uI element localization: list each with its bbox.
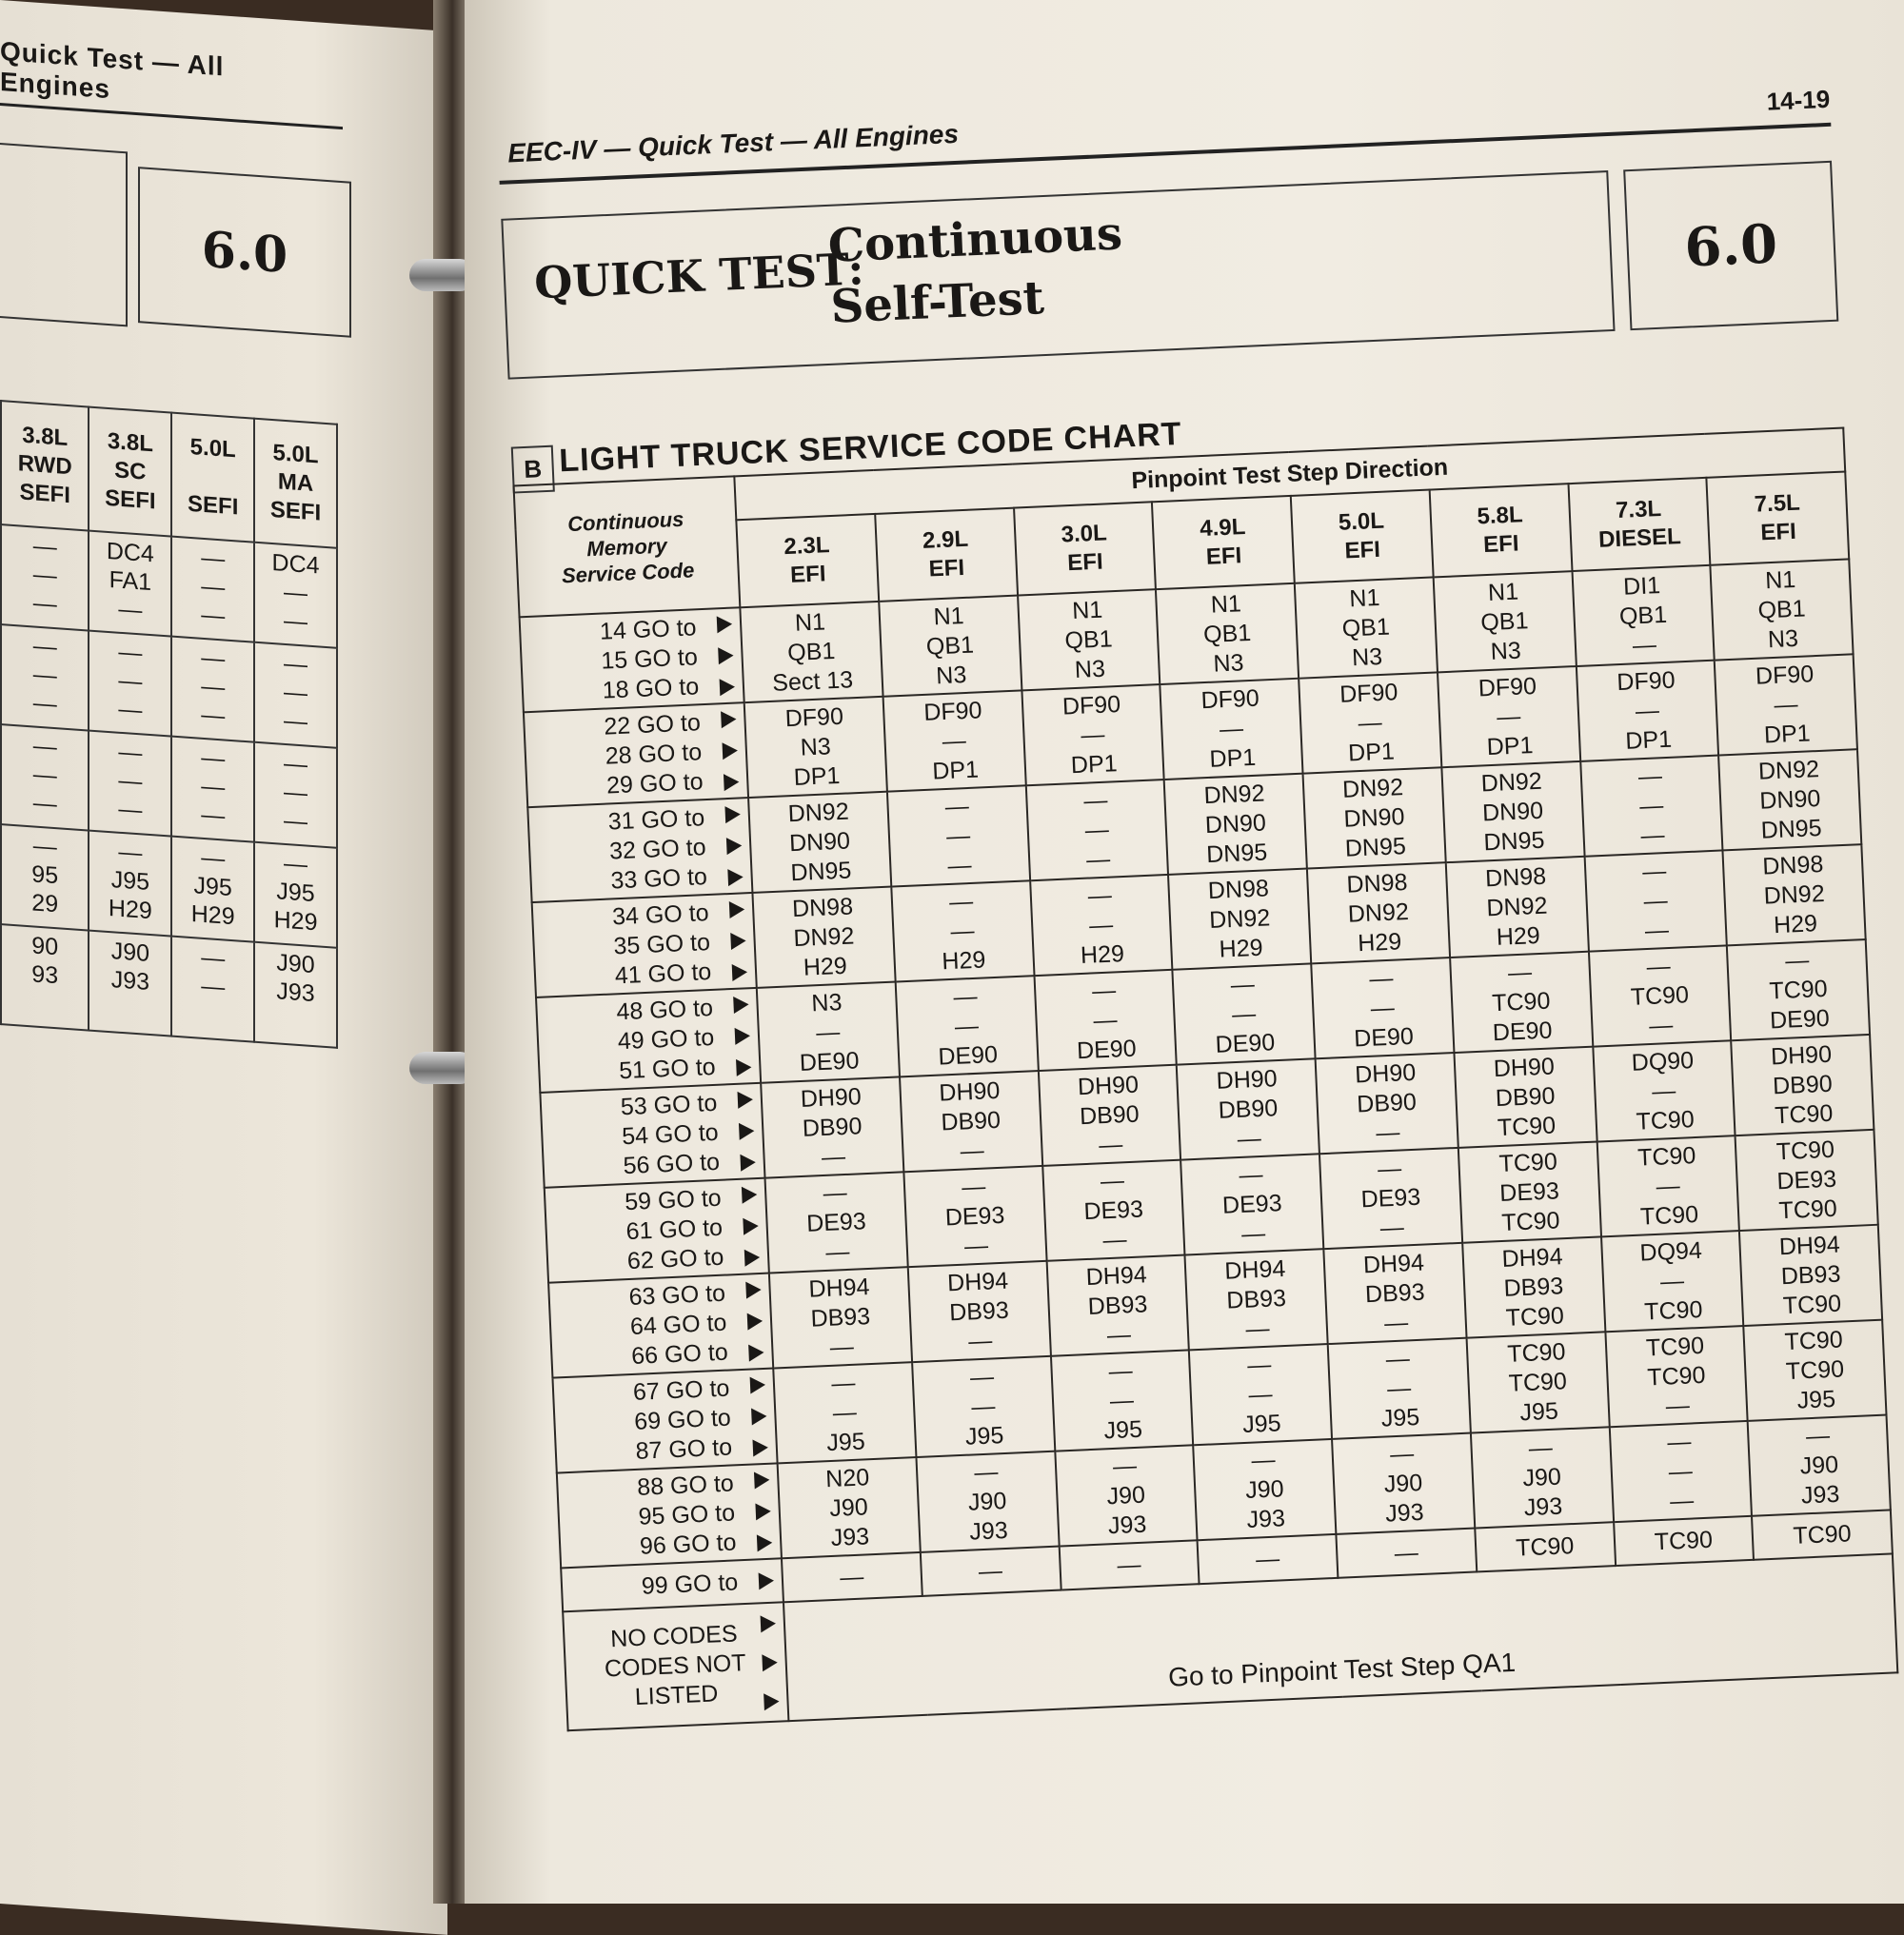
step-direction-cell: — — — [1025,780,1168,880]
step-direction-cell: DH90 DB90 — [1177,1058,1319,1159]
step-direction-cell: — — — [887,785,1030,886]
super-header: Pinpoint Test Step Direction [734,428,1845,521]
arrow-right-icon [735,1027,751,1045]
arrow-right-icon [748,1344,764,1362]
arrow-right-icon [740,1154,756,1172]
left-page-header: Quick Test — All Engines [0,36,343,129]
arrow-right-icon [743,1217,759,1235]
step-direction-cell: N1 QB1 N3 [1018,589,1160,690]
arrow-right-icon [755,1503,771,1521]
service-code-cell [548,1274,773,1378]
arrow-right-icon [720,678,736,696]
left-table-cell: — J95 H29 [254,842,337,948]
step-direction-cell: — — J95 [1328,1338,1471,1439]
step-direction-cell: DF90 — DP1 [1299,672,1441,773]
service-code-list: 88 GO to 95 GO to 96 GO to [636,1469,737,1560]
step-direction-cell: — J90 J93 [1332,1433,1475,1534]
manual-sheet [493,0,1904,1845]
arrow-right-icon [738,1091,754,1109]
arrow-right-icon [757,1533,773,1551]
arrow-right-icon [724,773,740,791]
step-direction-cell: DQ90 — TC90 [1593,1040,1735,1141]
step-direction-cell: DH94 DB93 — [1046,1255,1189,1356]
step-direction-cell: DF90 — DP1 [1715,654,1857,755]
step-direction-cell: — [1198,1534,1339,1584]
step-direction-cell: — [782,1552,922,1602]
arrow-column [760,1604,780,1722]
quick-test-label: QUICK TEST: [533,243,865,309]
arrow-column [758,1560,775,1603]
step-direction-cell: N1 QB1 Sect 13 [740,602,883,702]
section-number-box: 6.0 [1623,161,1838,330]
step-direction-cell: DN98 DN92 H29 [1723,844,1866,945]
arrow-column [737,1084,756,1178]
service-code-cell [527,798,752,902]
step-direction-cell: — TC90 DE90 [1450,952,1593,1053]
arrow-column [745,1274,764,1369]
step-direction-cell: — DE93 — [1042,1160,1185,1261]
arrow-column [742,1179,761,1274]
step-direction-cell: DH90 DB90 — [761,1076,903,1177]
step-direction-cell: — [1059,1540,1200,1589]
service-code-cell [540,1083,764,1188]
step-direction-cell: DI1 QB1 — [1572,565,1715,666]
footer-direction: Go to Pinpoint Test Step QA1 [783,1553,1897,1721]
arrow-right-icon [747,1313,764,1331]
arrow-right-icon [733,997,749,1015]
step-direction-cell: DN98 DN92 H29 [1445,857,1588,958]
step-direction-cell: TC90 DE93 TC90 [1458,1142,1601,1243]
step-direction-cell: DF90 — DP1 [1160,679,1303,780]
arrow-right-icon [761,1614,777,1632]
service-code-cell [536,988,761,1093]
page-number: 14-19 [1766,84,1831,116]
left-table-cell: — — — [171,637,254,742]
left-table-cell: J90 J93 [254,942,337,1048]
step-direction-cell: — — DE90 [895,976,1038,1076]
arrow-right-icon [721,711,737,729]
step-direction-cell: TC90 — TC90 [1597,1135,1739,1236]
service-code-cell [524,702,748,807]
step-direction-cell: DF90 — DP1 [1021,684,1164,785]
engine-column-header: 2.9L EFI [875,508,1018,602]
step-direction-cell: DH90 DB90 TC90 [1454,1047,1597,1148]
left-title-box [0,142,128,326]
step-direction-cell: DH90 DB90 — [1038,1065,1180,1166]
arrow-right-icon [727,868,744,886]
left-table-cell: — — — [89,731,171,837]
service-code-chart [513,426,1899,1731]
step-direction-cell: TC90 TC90 J95 [1466,1332,1609,1432]
arrow-column [724,799,744,893]
step-direction-cell: N20 J90 J93 [778,1457,921,1558]
step-direction-cell: DF90 — DP1 [1576,661,1718,761]
service-code-cell [532,893,757,997]
step-direction-cell: DN98 DN92 H29 [1307,862,1450,963]
step-direction-cell: — J90 J93 [1748,1415,1891,1516]
step-direction-cell: DN92 DN90 DN95 [1718,749,1861,850]
engine-column-header: 5.0L EFI [1291,490,1434,583]
engine-column-header: 5.8L EFI [1429,484,1572,577]
step-direction-cell: — — DE90 [1034,970,1177,1071]
quick-test-title-line2: Self-Test [829,271,1045,334]
step-direction-cell: DH90 DB90 — [1316,1053,1458,1154]
left-table-cell: — J95 H29 [171,837,254,942]
step-direction-cell: TC90 [1752,1510,1893,1559]
arrow-right-icon [717,616,733,634]
left-section-number: 6.0 [138,167,351,338]
chart-title: LIGHT TRUCK SERVICE CODE CHART [558,415,1183,480]
arrow-right-icon [752,1438,768,1456]
service-code-list: 31 GO to 32 GO to 33 GO to [607,803,708,894]
step-direction-cell: — DE93 — [903,1166,1046,1267]
arrow-right-icon [739,1122,755,1140]
step-direction-cell: DH94 DB93 — [769,1267,912,1368]
step-direction-cell: N1 QB1 N3 [1711,559,1854,660]
step-direction-cell: — J90 J93 [1193,1439,1336,1540]
step-direction-cell: DF90 N3 DP1 [744,697,887,798]
step-direction-cell: — DE93 — [765,1172,908,1273]
step-direction-cell: — DE93 — [1180,1154,1323,1254]
arrow-right-icon [750,1376,766,1394]
engine-column-header: 4.9L EFI [1152,496,1295,589]
left-table-cell: — — — [171,537,254,642]
service-code-list: 63 GO to 64 GO to 66 GO to [627,1279,729,1370]
engine-column-header: 7.3L DIESEL [1568,478,1711,571]
left-table-cell: 90 93 [1,924,89,1030]
step-direction-cell: DH94 DB93 TC90 [1739,1225,1882,1326]
step-direction-cell: DH90 DB90 TC90 [1731,1035,1874,1135]
arrow-column [721,704,740,799]
service-code-list: NO CODES CODES NOT LISTED [604,1620,747,1711]
page-header-title: EEC-IV — Quick Test — All Engines [506,118,960,168]
step-direction-cell: TC90 [1614,1516,1755,1566]
service-code-list: 53 GO to 54 GO to 56 GO to [620,1089,721,1179]
step-direction-cell: — J90 J93 [1055,1445,1198,1546]
step-direction-cell: — — H29 [1030,875,1173,976]
arrow-right-icon [751,1408,767,1426]
step-direction-cell: DH94 DB93 — [1185,1249,1328,1350]
step-direction-cell: — — — [1580,756,1723,857]
quick-test-title [826,203,1126,337]
step-direction-cell: N1 QB1 N3 [879,596,1021,697]
step-direction-cell: DN98 DN92 H29 [1168,869,1311,970]
arrow-column [749,1370,768,1464]
left-table-cell: — — [171,937,254,1042]
arrow-right-icon [723,741,739,760]
engine-column-header: 3.0L EFI [1014,502,1157,595]
service-code-list: 14 GO to 15 GO to 18 GO to [599,613,700,704]
arrow-right-icon [729,901,745,919]
step-direction-cell: N1 QB1 N3 [1156,583,1299,684]
step-direction-cell: TC90 TC90 J95 [1744,1320,1887,1421]
step-direction-cell: N3 — DE90 [757,982,900,1083]
service-code-list: 59 GO to 61 GO to 62 GO to [624,1184,724,1274]
arrow-right-icon [724,806,741,824]
left-column-header: 5.0L SEFI [171,413,254,543]
arrow-right-icon [718,647,734,665]
step-direction-cell: — J90 J93 [916,1451,1059,1552]
arrow-right-icon [762,1653,778,1671]
left-table-cell: — — — [89,631,171,737]
right-page [465,0,1904,1904]
service-code-cell [557,1463,782,1568]
left-table-cell: — — — [1,624,89,730]
step-direction-cell: DQ94 — TC90 [1601,1231,1744,1332]
step-direction-cell: — — J95 [1189,1344,1332,1445]
arrow-right-icon [754,1471,770,1490]
step-direction-cell: TC90 TC90 — [1605,1326,1748,1427]
left-table-cell: — — — [1,724,89,830]
step-direction-cell: TC90 DE93 TC90 [1735,1130,1878,1231]
step-direction-cell: TC90 [1475,1522,1616,1571]
step-direction-cell: — TC90 — [1588,945,1731,1046]
service-code-cell [563,1602,788,1730]
step-direction-cell: DN92 DN90 DN95 [1164,774,1307,875]
left-table-cell: — — — [254,642,337,748]
left-column-header: 3.8L RWD SEFI [1,401,89,530]
step-direction-cell: — — DE90 [1311,958,1454,1058]
step-direction-cell: DF90 — DP1 [1438,666,1580,767]
arrow-column [716,609,735,703]
step-direction-cell: DH90 DB90 — [900,1071,1042,1172]
service-code-list: 22 GO to 28 GO to 29 GO to [603,708,704,800]
service-code-list: 34 GO to 35 GO to 41 GO to [611,898,712,989]
corner-header: Continuous Memory Service Code [514,476,741,617]
step-direction-cell: — — J95 [912,1356,1055,1457]
step-direction-cell: — DE93 — [1319,1148,1462,1249]
service-code-list: 99 GO to [641,1568,739,1600]
left-table-cell: — 95 29 [1,824,89,930]
arrow-right-icon [744,1249,761,1267]
step-direction-cell: DH94 DB93 — [1323,1243,1466,1344]
arrow-right-icon [736,1058,752,1076]
left-table-cell: — — — [171,737,254,842]
engine-column-header: 7.5L EFI [1707,471,1850,564]
step-direction-cell: DF90 — DP1 [883,690,1025,791]
service-code-cell [545,1178,769,1283]
step-direction-cell: — — — [1584,850,1727,951]
step-direction-cell: — — J95 [1050,1350,1193,1451]
step-direction-cell: DN92 DN90 DN95 [1303,767,1446,868]
step-direction-cell: N1 QB1 N3 [1433,571,1576,672]
step-direction-cell: DN92 DN90 DN95 [1441,761,1584,862]
step-direction-cell: — [921,1547,1061,1596]
left-table-cell: J90 J93 [89,931,171,1037]
step-direction-cell: — — H29 [891,880,1034,981]
arrow-column [733,989,752,1083]
quick-test-title-box [501,170,1615,380]
left-table-cell: — — — [254,742,337,848]
left-table-cell: DC4 FA1 — [89,531,171,637]
left-service-code-table [0,400,338,1049]
step-direction-cell: — — J95 [773,1362,916,1463]
step-direction-cell: — TC90 DE90 [1727,939,1870,1040]
chart-letter: B [511,445,555,494]
step-direction-cell: DN98 DN92 H29 [752,887,895,988]
step-direction-cell: — — DE90 [1173,963,1316,1064]
arrow-right-icon [742,1186,758,1204]
step-direction-cell: — [1336,1529,1477,1578]
left-table-cell: — J95 H29 [89,831,171,937]
left-column-header: 5.0L MA SEFI [254,419,337,548]
arrow-right-icon [732,963,748,981]
left-table-cell: — — — [1,524,89,630]
engine-column-header: 2.3L EFI [736,514,879,607]
step-direction-cell: — J90 J93 [1471,1427,1614,1528]
service-code-cell [552,1368,777,1472]
left-column-header: 3.8L SC SEFI [89,407,171,537]
left-title-boxes [0,143,352,348]
service-code-list: 48 GO to 49 GO to 51 GO to [615,994,717,1084]
step-direction-cell: DH94 DB93 — [907,1261,1050,1362]
arrow-right-icon [764,1692,780,1710]
left-table-cell: DC4 — — [254,543,337,648]
arrow-column [728,894,747,988]
service-code-cell [520,607,744,712]
arrow-right-icon [726,837,743,855]
quick-test-title-line1: Continuous [826,207,1124,273]
step-direction-cell: DH94 DB93 TC90 [1462,1236,1605,1337]
arrow-column [754,1465,773,1559]
arrow-right-icon [745,1281,762,1299]
step-direction-cell: DN92 DN90 DN95 [748,792,891,893]
step-direction-cell: — — — [1609,1421,1752,1522]
service-code-list: 67 GO to 69 GO to 87 GO to [632,1374,733,1465]
left-page [0,0,447,1935]
arrow-right-icon [730,932,746,950]
step-direction-cell: N1 QB1 N3 [1295,577,1438,678]
arrow-right-icon [759,1572,775,1590]
